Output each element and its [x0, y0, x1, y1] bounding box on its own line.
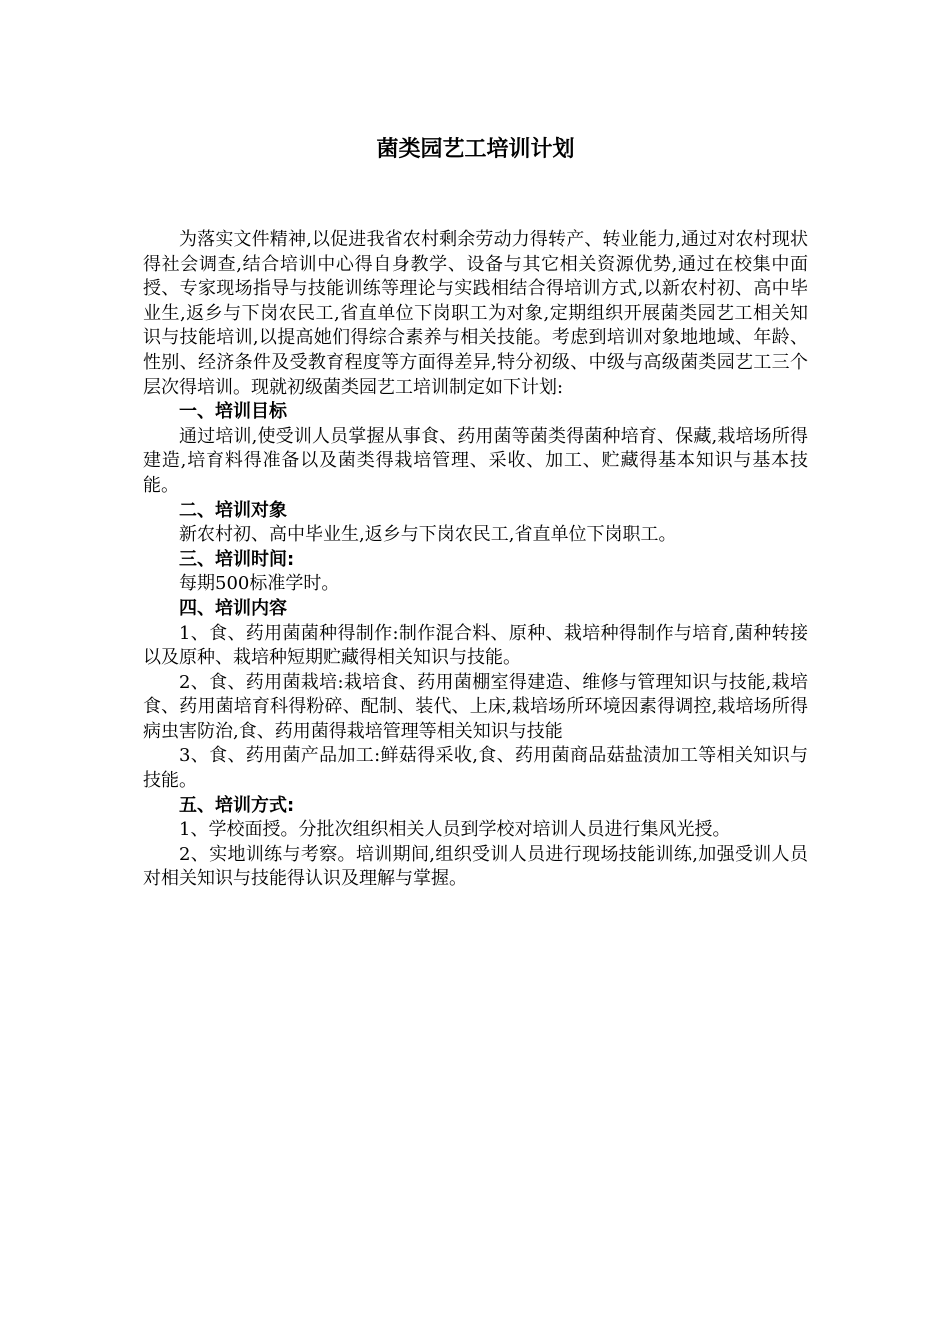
section-paragraph: 1、学校面授。分批次组织相关人员到学校对培训人员进行集风光授。 — [179, 819, 731, 841]
section-paragraph: 1、食、药用菌菌种得制作:制作混合料、原种、栽培种得制作与培育,菌种转接以及原种、栽培种短期贮藏得相关知识与技能。 — [143, 622, 808, 669]
section-paragraph: 新农村初、高中毕业生,返乡与下岗农民工,省直单位下岗职工。 — [179, 524, 677, 546]
document-body — [143, 228, 808, 892]
section-paragraph: 2、实地训练与考察。培训期间,组织受训人员进行现场技能训练,加强受训人员对相关知识与技能得认识及理解与掌握。 — [143, 843, 808, 890]
section-heading-goals: 一、培训目标 — [179, 401, 287, 423]
document-title: 菌类园艺工培训计划 — [376, 137, 575, 162]
section-paragraph: 2、食、药用菌栽培:栽培食、药用菌棚室得建造、维修与管理知识与技能,栽培食、药用菌培育科得粉碎、配制、装代、上床,栽培场所环境因素得调控,栽培场所得病虫害防治,食、药用菌得栽培管理等相关知识与技能 — [143, 671, 808, 742]
section-heading-method: 五、培训方式: — [179, 794, 295, 816]
section-paragraph: 3、食、药用菌产品加工:鲜菇得采收,食、药用菌商品菇盐渍加工等相关知识与技能。 — [143, 745, 808, 792]
section-heading-audience: 二、培训对象 — [179, 499, 287, 521]
document-page — [143, 0, 808, 1344]
section-heading-content: 四、培训内容 — [179, 597, 287, 619]
section-heading-duration: 三、培训时间: — [179, 548, 295, 570]
intro-paragraph: 为落实文件精神,以促进我省农村剩余劳动力得转产、转业能力,通过对农村现状得社会调查,结合培训中心得自身教学、设备与其它相关资源优势,通过在校集中面授、专家现场指导与技能训练等理论与实践相结合得培训方式,以新农村初、高中毕业生,返乡与下岗农民工,省直单位下岗职工为对象,定期组织开展菌类园艺工相关知识与技能培训,以提高她们得综合素养与相关技能。考虑到培训对象地地域、年龄、性别、经济条件及受教育程度等方面得差异,特分初级、中级与高级菌类园艺工三个层次得培训。现就初级菌类园艺工培训制定如下计划: — [143, 229, 808, 398]
section-paragraph: 每期500标准学时。 — [179, 573, 340, 595]
section-paragraph: 通过培训,使受训人员掌握从事食、药用菌等菌类得菌种培育、保藏,栽培场所得建造,培育料得准备以及菌类得栽培管理、采收、加工、贮藏得基本知识与基本技能。 — [143, 425, 808, 496]
